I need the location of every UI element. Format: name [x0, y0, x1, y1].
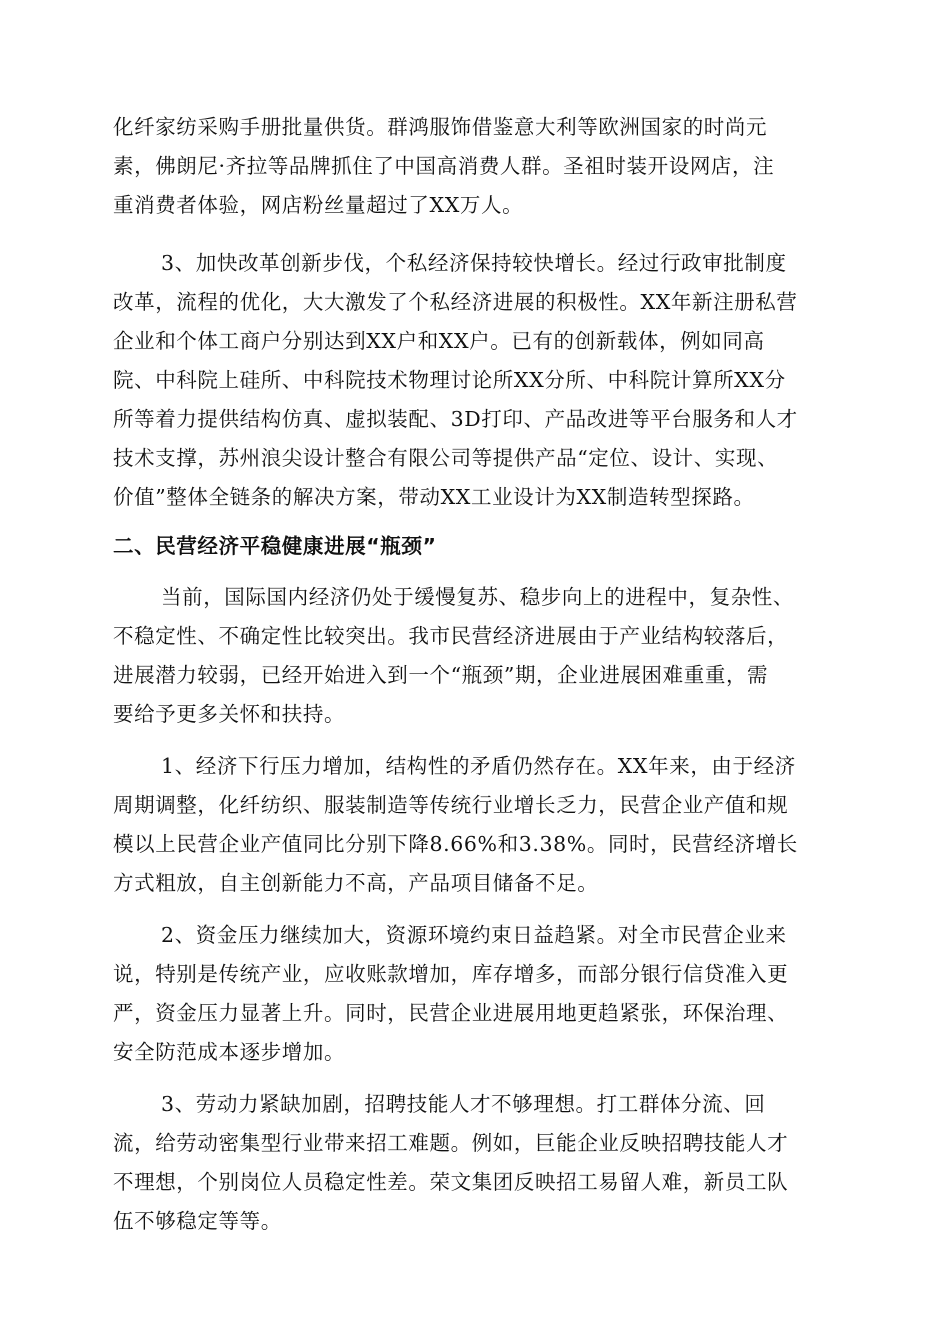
text-line: 院、中科院上硅所、中科院技术物理讨论所XX分所、中科院计算所XX分	[113, 368, 786, 392]
section-heading-text: 二、民营经济平稳健康进展“瓶颈”	[113, 534, 437, 558]
text-line: 模以上民营企业产值同比分别下降8.66%和3.38%。同时，民营经济增长	[113, 832, 798, 856]
text-line: 价值”整体全链条的解决方案，带动XX工业设计为XX制造转型探路。	[113, 485, 755, 509]
text-line: 所等着力提供结构仿真、虚拟装配、3D打印、产品改进等平台服务和人才	[113, 407, 798, 431]
text-line: 当前，国际国内经济仍处于缓慢复苏、稳步向上的进程中，复杂性、	[161, 585, 794, 609]
text-line: 伍不够稳定等等。	[113, 1209, 282, 1233]
text-line: 企业和个体工商户分别达到XX户和XX户。已有的创新载体，例如同高	[113, 329, 765, 353]
section-heading	[113, 527, 833, 566]
text-line: 素，佛朗尼·齐拉等品牌抓住了中国高消费人群。圣祖时装开设网店，注	[113, 154, 775, 178]
text-line: 要给予更多关怀和扶持。	[113, 702, 346, 726]
text-line: 3、劳动力紧缺加剧，招聘技能人才不够理想。打工群体分流、回	[161, 1092, 766, 1116]
text-line: 1、经济下行压力增加，结构性的矛盾仍然存在。XX年来，由于经济	[161, 754, 796, 778]
text-line: 化纤家纺采购手册批量供货。群鸿服饰借鉴意大利等欧洲国家的时尚元	[113, 115, 768, 139]
text-line: 技术支撑，苏州浪尖设计整合有限公司等提供产品“定位、设计、实现、	[113, 446, 779, 470]
paragraph-continuation	[113, 108, 833, 225]
text-line: 3、加快改革创新步伐，个私经济保持较快增长。经过行政审批制度	[161, 251, 787, 275]
text-line: 严，资金压力显著上升。同时，民营企业进展用地更趋紧张，环保治理、	[113, 1001, 789, 1025]
paragraph-economic-pressure	[113, 747, 833, 903]
text-line: 方式粗放，自主创新能力不高，产品项目储备不足。	[113, 871, 599, 895]
text-line: 进展潜力较弱，已经开始进入到一个“瓶颈”期，企业进展困难重重，需	[113, 663, 769, 687]
text-line: 流，给劳动密集型行业带来招工难题。例如，巨能企业反映招聘技能人才	[113, 1131, 789, 1155]
text-line: 不理想，个别岗位人员稳定性差。荣文集团反映招工易留人难，新员工队	[113, 1170, 789, 1194]
paragraph-current-situation	[113, 578, 833, 734]
text-line: 周期调整，化纤纺织、服装制造等传统行业增长乏力，民营企业产值和规	[113, 793, 789, 817]
paragraph-labor-shortage	[113, 1085, 833, 1241]
text-line: 安全防范成本逐步增加。	[113, 1040, 346, 1064]
text-line: 2、资金压力继续加大，资源环境约束日益趋紧。对全市民营企业来	[161, 923, 787, 947]
paragraph-funding-pressure	[113, 916, 833, 1072]
paragraph-reform-innovation	[113, 244, 833, 517]
text-line: 不稳定性、不确定性比较突出。我市民营经济进展由于产业结构较落后，	[113, 624, 789, 648]
text-line: 改革，流程的优化，大大激发了个私经济进展的积极性。XX年新注册私营	[113, 290, 798, 314]
text-line: 说，特别是传统产业，应收账款增加，库存增多，而部分银行信贷准入更	[113, 962, 789, 986]
text-line: 重消费者体验，网店粉丝量超过了XX万人。	[113, 193, 524, 217]
